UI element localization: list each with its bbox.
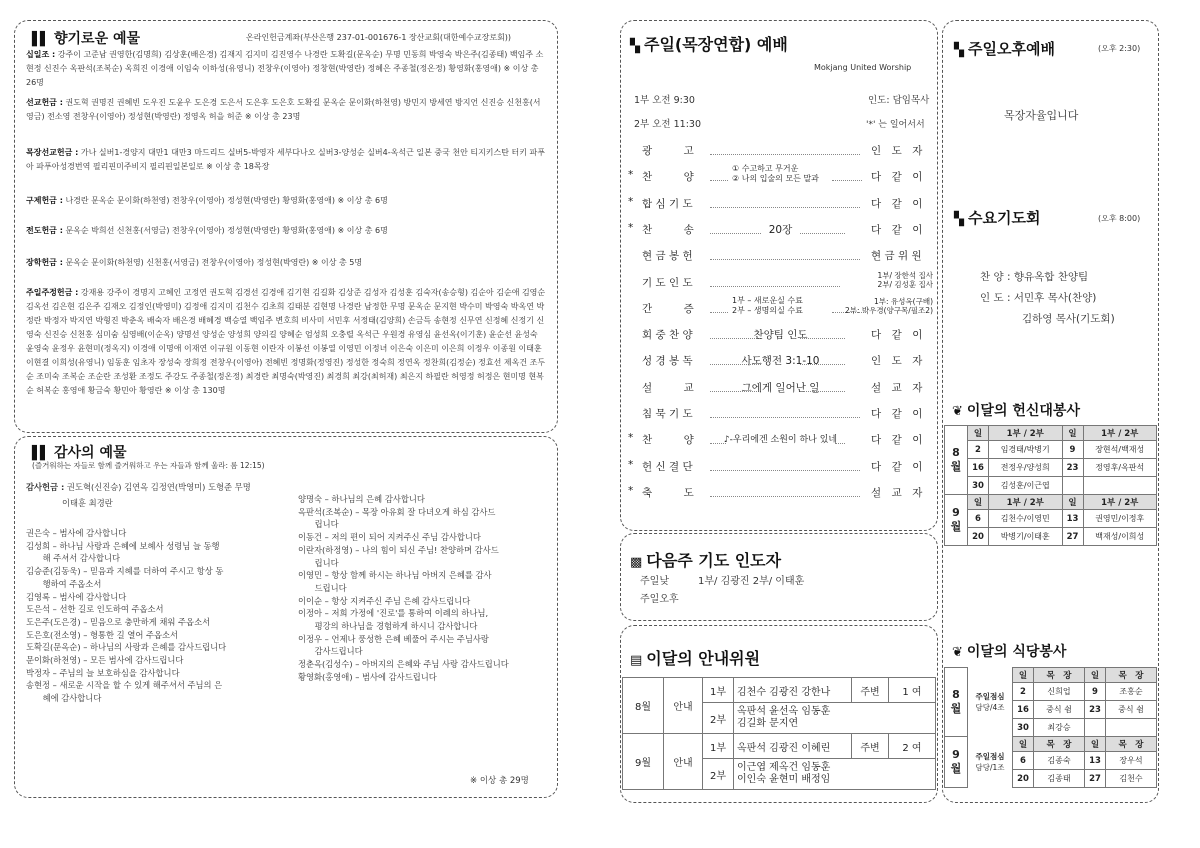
offering-group-text: 권도혁 권명진 권혜빈 도우진 도윤우 도은경 도은서 도은후 도은호 도확길 문옥순 문이화(하천영) 방민지 방세연 방지언 신진승 신천홍(서영금) 전소영 전창우(이영아) 정성현(박영란) 정영옥 허을 허준 ※ 이상 총 23명 — [26, 98, 541, 121]
roster-day: 23 — [1062, 459, 1083, 477]
roster-day: 9 — [1062, 441, 1083, 459]
offering-group — [26, 224, 546, 238]
thanks-lead-2: 이태훈 최경란 — [62, 498, 113, 508]
usher-names: 옥판석 김광진 이혜린 — [734, 734, 852, 759]
roster-names: 신희업 — [1034, 683, 1085, 701]
roster-month-unit: 월 — [950, 702, 962, 715]
usher-tag: 주변 — [852, 734, 889, 759]
thanks-line: 김영록 – 범사에 감사합니다 — [26, 591, 127, 602]
usher-part: 2부 — [703, 703, 734, 734]
offering-group-text: 강주이 고준남 권영한(김명희) 김상훈(배은경) 김재지 김지미 김진영수 나경란 도확길(문옥순) 무명 민동희 박영숙 박은주(김종태) 백임주 소현정 신진수 옥판석(조복순) 옥희진 이경애 이임숙 이하성(유영니) 전창우(이영아) 정창현(박영란) 정혜은 주종철(정온정) 황영화(홍영애) ※ 이상 총 26명 — [26, 50, 544, 87]
roster-names: 임경태/박병기 — [989, 441, 1063, 459]
roster-names: 중식 쉼 — [1034, 701, 1085, 719]
dotted-leader — [710, 286, 840, 287]
roster-header: 일 — [968, 495, 989, 510]
stand-marker: * — [628, 195, 634, 208]
roster-month — [945, 495, 968, 546]
roster-day: 2 — [968, 441, 989, 459]
afternoon-title: ▚ 주일오후예배 — [954, 40, 1055, 58]
offering-group-text: 나경란 문옥순 문이화(하천영) 전창우(이영아) 정성현(박영란) 황영화(홍영애) ※ 이상 총 6명 — [65, 196, 388, 205]
offering-group — [26, 48, 546, 87]
roster-names: 최강승 — [1034, 719, 1085, 737]
bank-account: 온라인헌금계좌(부산은행 237-01-001676-1 장산교회(대한예수교장로회)) — [246, 33, 512, 42]
wednesday-title: ▚ 수요기도회 — [954, 209, 1041, 227]
order-row — [628, 270, 933, 295]
dotted-leader — [710, 180, 728, 181]
thanks-line: 도은호(전소영) – 형통한 길 열어 주옵소서 — [26, 629, 179, 640]
roster-side-title: 주일점심 — [975, 752, 1005, 761]
worship-title: ▚ 주일(목장연합) 예배 — [630, 35, 788, 54]
order-item-name: 찬 양 — [642, 434, 694, 447]
roster-names: 박병기/이태훈 — [989, 528, 1063, 546]
roster-month-unit: 월 — [950, 460, 962, 473]
order-item-who: 다 같 이 — [871, 197, 923, 210]
usher-part: 1부 — [703, 678, 734, 703]
order-item-who: 설 교 자 — [871, 381, 923, 394]
offering-group-text: 문옥순 문이화(하천영) 신천홍(서영금) 전창우(이영아) 정성현(박영란) ※ 이상 총 5명 — [65, 258, 363, 267]
heading-marker-icon: ▤ — [630, 653, 641, 668]
roster-header: 목 장 — [1034, 668, 1085, 683]
offering-group-text: 강재용 강주이 경명지 고혜인 고정연 권도혁 김경선 김경애 김기현 김길화 김상준 김성자 김성훈 김숙자(송승형) 김순아 김순애 김영순 김옥선 김은현 김은주 김재오 김정인(박영미) 김정애 김지미 김천수 김초희 김태분 김현명 나경란 남정한 무명 문옥순 문지현 박수미 박영숙 박옥연 박정란 박정자 박지연 박형진 박춘옥 배숙자 배은경 배혜경 백승열 백임주 변호희 비사미 서민후 서정태(김양희) 손금득 송현정 신무연 신정혜 신정기 신영숙 신진승 신천홍 심미숨 심영배(이순옥) 양명선 양성순 양성희 양의길 양혜순 엄성희 오충렬 옥석근 우원경 유영심 윤선옥(이기훈) 윤순선 윤성숙 윤영숙 윤정우 윤현미(정옥지) 이경애 이명애 이재연 이규원 이동현 이란자 이봉선 이봉열 이영민 이정녀 이은숙 이은미 이은희 이정우 이종원 이태훈 이현결 이희성(유영니) 임동훈 임초자 장성숙 장희정 전창우(이영아) 전혜빈 정명화(정영진) 정성한 정숙희 정연옥 정찬희(김정순) 정효선 제옥건 조두순 조미숙 조복순 조순란 조성환 조정도 주강도 주종철(정온정) 최경란 최명숙(박영진) 최경희 최강(최허재) 최은지 하필란 허영정 허정은 현미명 현복순 허복순 홍영애 황금숙 황민아 황영란 ※ 이상 총 130명 — [26, 288, 546, 395]
order-row — [628, 295, 933, 321]
heading-marker-icon: ▌▌ — [32, 32, 48, 47]
order-item-who: 인 도 자 — [871, 145, 923, 157]
thanks-line: 송현정 – 새로운 시작을 할 수 있게 해주셔서 주님의 은 — [26, 680, 223, 691]
roster-month-number: 9 — [952, 748, 960, 761]
offering-group-text: 가나 실버1-경양지 대만1 대만3 마드리드 실버5-박영자 세부다나오 실버3-양성순 실버4-옥석근 일본 중국 천안 티지키스탄 터키 파푸아 파푸아성경번역 필리핀미주비지 필리핀일본일로 ※ 이상 총 18목장 — [26, 148, 545, 171]
worship-leader: 인도: 담임목사 — [868, 95, 930, 106]
roster-header: 일 — [1013, 737, 1034, 752]
thanks-line: 행하여 주옵소서 — [26, 578, 102, 589]
order-item-name: 성 경 봉 독 — [642, 355, 693, 368]
roster-day: 13 — [1085, 752, 1106, 770]
wednesday-line-1: 찬 양 : 향유옥합 찬양팀 — [980, 271, 1089, 283]
order-item-detail: ♪-우리에겐 소원이 하나 있네 — [723, 435, 838, 446]
dotted-leader — [800, 364, 845, 365]
roster-names: 중식 쉼 — [1106, 701, 1157, 719]
roster-names: 백재성/이희성 — [1083, 528, 1157, 546]
dotted-leader — [832, 180, 862, 181]
heart-icon: ❦ — [952, 404, 961, 419]
thanks-line: 김성희 – 하나님 사랑과 은혜에 보혜사 성령님 늘 동행 — [26, 540, 220, 551]
order-row — [628, 432, 933, 452]
roster-header: 목 장 — [1106, 668, 1157, 683]
worship-subtitle: Mokjang United Worship — [814, 63, 912, 72]
roster-day: 27 — [1062, 528, 1083, 546]
order-row — [628, 380, 933, 400]
roster-names: 전정우/양성희 — [989, 459, 1063, 477]
wednesday-line-3: 김하영 목사(기도회) — [1022, 313, 1115, 325]
roster-day: 2 — [1013, 683, 1034, 701]
roster-header: 일 — [1085, 668, 1106, 683]
roster-month-number: 9 — [952, 506, 960, 519]
usher-month: 8월 — [623, 678, 664, 734]
roster-row — [945, 528, 1157, 546]
roster-header-row — [945, 495, 1157, 510]
usher-tag-2: 2 여 — [889, 734, 936, 759]
thanks-line: 문이화(하천영) – 모든 범사에 감사드립니다 — [26, 655, 184, 666]
prayer-row-1-text: 1부/ 김광진 2부/ 이태훈 — [698, 576, 805, 587]
dotted-leader — [710, 207, 860, 208]
roster-day: 20 — [1013, 770, 1034, 788]
roster-header: 1부 / 2부 — [989, 426, 1063, 441]
thanks-line: 이동건 – 저의 편이 되어 지켜주신 주님 감사합니다 — [298, 532, 481, 543]
order-item-name: 간 증 — [642, 302, 694, 315]
prayer-row-2-label: 주일오후 — [640, 594, 679, 605]
offering-group-label: 선교헌금 : — [26, 98, 63, 107]
roster-header: 1부 / 2부 — [989, 495, 1063, 510]
order-item-name: 헌 신 결 단 — [642, 460, 693, 473]
order-item-name: 설 교 — [642, 381, 694, 394]
roster-month-unit: 월 — [950, 762, 962, 775]
order-item-detail: 1부 – 새로운실 수료 2부 – 생명의실 수료 — [732, 295, 803, 315]
thanks-line: 감사드립니다 — [298, 646, 363, 657]
order-item-who: 다 같 이 — [871, 408, 923, 420]
roster-day — [1085, 719, 1106, 737]
roster-month-number: 8 — [952, 446, 960, 459]
roster-row — [945, 459, 1157, 477]
roster-month-number: 8 — [952, 688, 960, 701]
thanks-line: 해 주셔서 감사합니다 — [26, 553, 121, 564]
roster-names — [1106, 719, 1157, 737]
roster-month — [945, 426, 968, 495]
offering-group — [26, 256, 546, 270]
order-row — [628, 485, 933, 505]
heading-marker-icon: ▚ — [954, 43, 962, 58]
order-item-detail: 사도행전 3:1-10 — [741, 355, 820, 368]
offering-group — [26, 194, 546, 208]
thanks-line: 도은석 – 선한 길로 인도하여 주옵소서 — [26, 604, 164, 615]
order-item-who: 1부: 유성옥(구배) 2부: 박우경(양구목/필조2) — [844, 296, 933, 315]
roster-side-label — [968, 668, 1013, 737]
roster-day: 30 — [968, 477, 989, 495]
usher-month: 9월 — [623, 734, 664, 790]
prayer-row-1-label: 주일낮 — [640, 576, 669, 587]
thanks-line: 립니다 — [298, 519, 339, 530]
thanks-line: 권은숙 – 범사에 감사합니다 — [26, 528, 127, 538]
order-item-detail: 찬양팀 인도 — [753, 329, 808, 342]
heading-marker-icon: ▚ — [954, 212, 962, 227]
worship-note: '*' 는 일어서서 — [866, 120, 925, 130]
heading-marker-icon: ▚ — [630, 39, 638, 54]
stand-marker: * — [628, 221, 634, 234]
thanks-line: 박정자 – 주님의 늘 보호하심을 감사합니다 — [26, 667, 180, 678]
usher-names: 이근엽 제옥건 임동훈 이인숙 윤현미 배정임 — [734, 759, 936, 790]
roster-header-row — [945, 426, 1157, 441]
dotted-leader — [710, 496, 860, 497]
dotted-leader — [710, 154, 860, 155]
offering-group-label: 구제헌금 : — [26, 196, 63, 205]
order-item-who: 다 같 이 — [871, 434, 923, 447]
thanks-lead: 감사헌금 : 권도혁(신진승) 김연옥 김정연(박영미) 도형준 무명 — [26, 482, 251, 492]
roster-names: 김성훈/이근엽 — [989, 477, 1063, 495]
usher-role: 안내 — [664, 678, 703, 734]
dining-table — [944, 667, 1157, 788]
dotted-leader — [710, 417, 860, 418]
thanks-line: 평강의 하나님을 경험하게 하시니 감사합니다 — [298, 621, 478, 632]
thanks-line: 이영민 – 항상 함께 하시는 하나님 아버지 은혜를 감사 — [298, 570, 492, 581]
usher-tag: 주변 — [852, 678, 889, 703]
order-item-who: 현 금 위 원 — [871, 250, 922, 263]
roster-day: 30 — [1013, 719, 1034, 737]
ushers-table — [622, 677, 936, 790]
usher-tag-2: 1 여 — [889, 678, 936, 703]
wednesday-line-2: 인 도 : 서민후 목사(찬양) — [980, 292, 1097, 304]
roster-names: 김종태 — [1034, 770, 1085, 788]
roster-names: 조홍순 — [1106, 683, 1157, 701]
stand-marker: * — [628, 432, 634, 445]
roster-day: 6 — [968, 510, 989, 528]
prayer-title: ▩ 다음주 기도 인도자 — [630, 551, 782, 570]
order-item-name: 찬 송 — [642, 223, 694, 236]
roster-header: 목 장 — [1106, 737, 1157, 752]
thanks-line: 양명숙 – 하나님의 은혜 감사합니다 — [298, 494, 425, 504]
thanks-column-2 — [298, 493, 558, 684]
roster-day: 16 — [1013, 701, 1034, 719]
roster-header: 목 장 — [1034, 737, 1085, 752]
thanks-line: 정춘옥(김성수) – 아버지의 은혜와 주님 사랑 감사드립니다 — [298, 659, 509, 670]
roster-header: 일 — [968, 426, 989, 441]
thanks-line: 옥판석(조복순) – 목장 아유회 잘 다녀오게 하심 감사드 — [298, 506, 496, 517]
heading-marker-icon: ▌▌ — [32, 446, 48, 461]
order-row — [628, 327, 933, 347]
order-item-name: 현 금 봉 헌 — [642, 250, 693, 263]
thanks-column-1 — [26, 527, 286, 705]
roster-side-label — [968, 737, 1013, 788]
offering-group-label: 목장선교헌금 : — [26, 148, 79, 157]
order-item-who: 다 같 이 — [871, 223, 923, 236]
roster-row — [945, 441, 1157, 459]
usher-part: 2부 — [703, 759, 734, 790]
order-item-who: 1부/ 장한석 집사 2부/ 김성훈 집사 — [877, 270, 933, 289]
order-item-detail: 그에게 일어난 일 — [741, 381, 820, 394]
order-row — [628, 222, 933, 242]
roster-names: 장우석 — [1106, 752, 1157, 770]
offering-group-label: 십일조 : — [26, 50, 56, 59]
afternoon-text: 목장자율입니다 — [1004, 109, 1079, 122]
order-item-name: 합 심 기 도 — [642, 197, 693, 210]
roster-names: 김종숙 — [1034, 752, 1085, 770]
order-item-who: 설 교 자 — [871, 486, 923, 499]
roster-day: 20 — [968, 528, 989, 546]
roster-day — [1062, 477, 1083, 495]
roster-month-unit: 월 — [950, 520, 962, 533]
dotted-leader — [800, 391, 845, 392]
order-row — [628, 196, 933, 216]
thanks-total: ※ 이상 총 29명 — [470, 776, 529, 786]
thanks-title: ▌▌ 감사의 예물 — [32, 445, 127, 461]
thanks-line: 혜에 감사합니다 — [26, 693, 102, 704]
thanks-line: 이란자(하정영) – 나의 힘이 되신 주님! 찬양하며 감사드 — [298, 544, 499, 555]
order-row — [628, 406, 933, 426]
thanks-line: 이정우 – 언제나 풍성한 은혜 베풀어 주시는 주님사랑 — [298, 633, 489, 644]
thanks-line: 이정아 – 저희 가정에 '진로'를 통하여 이례의 하나님, — [298, 608, 489, 619]
roster-day: 6 — [1013, 752, 1034, 770]
order-row — [628, 143, 933, 163]
usher-part: 1부 — [703, 734, 734, 759]
roster-month — [945, 737, 968, 788]
heart-icon: ❦ — [952, 645, 961, 660]
thanks-line: 김승준(김동욱) – 믿음과 지혜를 더하여 주시고 항상 동 — [26, 566, 224, 577]
order-item-name: 회 중 찬 양 — [642, 329, 693, 342]
usher-row — [623, 678, 936, 703]
thanks-line: 드립니다 — [298, 582, 347, 593]
roster-header-row — [945, 737, 1157, 752]
offering-group-label: 전도헌금 : — [26, 226, 63, 235]
usher-names: 옥판석 윤선옥 임동훈 김길화 문지연 — [734, 703, 936, 734]
usher-row — [623, 734, 936, 759]
usher-role: 안내 — [664, 734, 703, 790]
roster-day: 13 — [1062, 510, 1083, 528]
thanks-line: 립니다 — [298, 557, 339, 568]
heading-marker-icon: ▩ — [630, 555, 641, 570]
order-item-detail: ① 수고하고 무거운 ② 나의 입술의 모든 말과 — [732, 164, 819, 184]
roster-names: 장현석/백재성 — [1083, 441, 1157, 459]
roster-day: 9 — [1085, 683, 1106, 701]
order-item-name: 침 묵 기 도 — [642, 408, 693, 420]
order-item-name: 기 도 인 도 — [642, 276, 693, 289]
dotted-leader — [710, 312, 728, 313]
roster-header: 1부 / 2부 — [1083, 426, 1157, 441]
wednesday-time: (오후 8:00) — [1098, 214, 1141, 223]
afternoon-time: (오후 2:30) — [1098, 44, 1141, 53]
roster-header: 일 — [1062, 495, 1083, 510]
roster-header: 1부 / 2부 — [1083, 495, 1157, 510]
roster-names: 정영후/옥판석 — [1083, 459, 1157, 477]
order-item-name: 축 도 — [642, 486, 694, 499]
order-item-who: 다 같 이 — [871, 329, 923, 342]
roster-side-title: 주일점심 — [975, 692, 1005, 701]
order-item-who: 다 같 이 — [871, 171, 923, 184]
roster-names — [1083, 477, 1157, 495]
roster-day: 16 — [968, 459, 989, 477]
roster-header: 일 — [1085, 737, 1106, 752]
roster-header-row — [945, 668, 1157, 683]
roster-side-sub: 담당/1조 — [975, 763, 1005, 772]
offering-group — [26, 146, 546, 176]
roster-names: 김천수/이영민 — [989, 510, 1063, 528]
thanks-line: 이이순 – 항상 지켜주신 주님 은혜 감사드립니다 — [298, 595, 471, 606]
roster-row — [945, 477, 1157, 495]
offering-group-label: 주일주정헌금 : — [26, 288, 79, 297]
offering-group-text: 문옥순 박희선 신천홍(서영금) 전창우(이영아) 정성현(박영란) 황영화(홍영애) ※ 이상 총 6명 — [65, 226, 388, 235]
order-item-detail: 20장 — [768, 223, 793, 236]
worship-time-1: 1부 오전 9:30 — [634, 95, 695, 106]
ushers-title: ▤ 이달의 안내위원 — [630, 649, 761, 668]
stand-marker: * — [628, 169, 634, 182]
offering-group — [26, 96, 546, 126]
dotted-leader — [835, 443, 845, 444]
order-row — [628, 248, 933, 268]
roster-names: 김천수 — [1106, 770, 1157, 788]
thanks-line: 황영화(홍영애) – 범사에 감사드립니다 — [298, 671, 437, 682]
service-title: ❦ 이달의 헌신대봉사 — [952, 403, 1080, 419]
roster-side-sub: 담당/4조 — [975, 703, 1005, 712]
dotted-leader — [800, 338, 845, 339]
thanks-line: 도확길(문옥순) – 하나님의 사랑과 은혜를 감사드립니다 — [26, 642, 227, 653]
roster-names: 권영민/이정후 — [1083, 510, 1157, 528]
offering-title: ▌▌ 향기로운 예물 — [32, 31, 141, 47]
thanks-subtitle: (즐거워하는 자들로 함께 즐거워하고 우는 자들과 함께 울라: 롬 12:15) — [32, 461, 265, 470]
roster-header: 일 — [1062, 426, 1083, 441]
usher-names: 김천수 김광진 강한나 — [734, 678, 852, 703]
dotted-leader — [710, 470, 860, 471]
roster-day: 27 — [1085, 770, 1106, 788]
order-row — [628, 353, 933, 373]
dining-title: ❦ 이달의 식당봉사 — [952, 644, 1067, 660]
order-row — [628, 459, 933, 479]
roster-month — [945, 668, 968, 737]
roster-row — [945, 510, 1157, 528]
service-table — [944, 425, 1157, 546]
stand-marker: * — [628, 458, 634, 471]
roster-day: 23 — [1085, 701, 1106, 719]
order-row — [628, 164, 933, 189]
roster-header: 일 — [1013, 668, 1034, 683]
order-item-who: 인 도 자 — [871, 355, 923, 368]
dotted-leader — [710, 259, 860, 260]
stand-marker: * — [628, 484, 634, 497]
offering-group-label: 장학헌금 : — [26, 258, 63, 267]
order-item-name: 광 고 — [642, 145, 694, 157]
offering-group — [26, 286, 546, 426]
dotted-leader — [800, 233, 845, 234]
thanks-line: 도은주(도은경) – 믿음으로 충만하게 채워 주옵소서 — [26, 616, 211, 627]
order-item-name: 찬 양 — [642, 171, 694, 184]
order-item-who: 다 같 이 — [871, 460, 923, 473]
worship-time-2: 2부 오전 11:30 — [634, 119, 701, 130]
